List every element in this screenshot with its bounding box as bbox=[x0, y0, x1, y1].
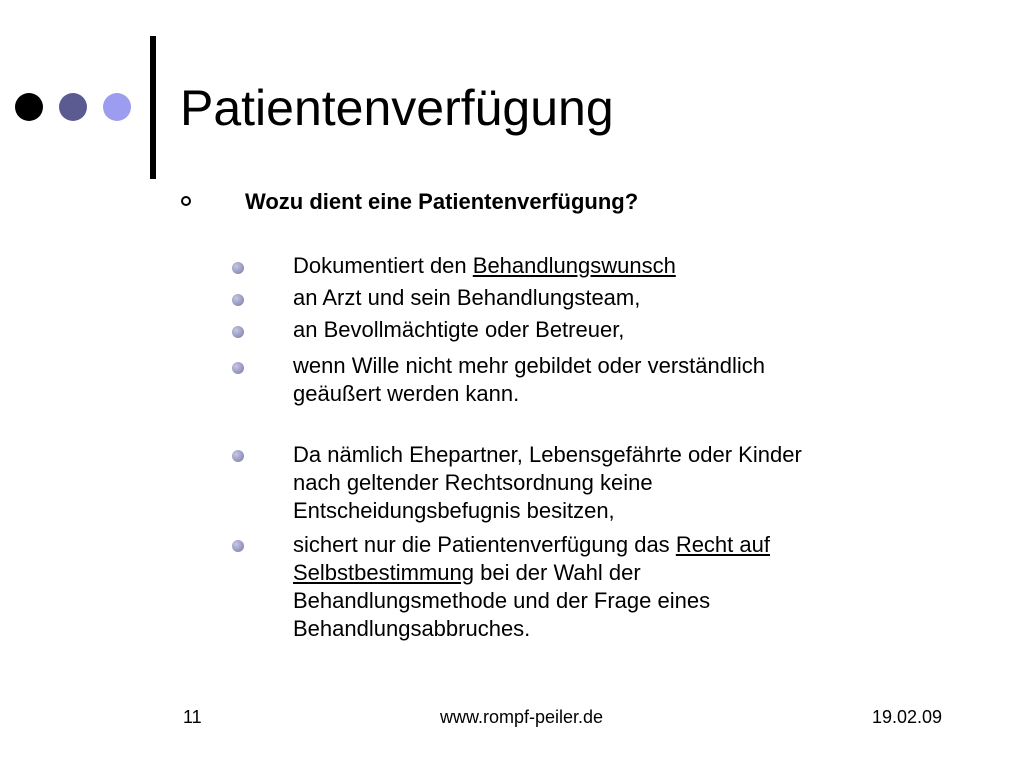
bullet-icon bbox=[232, 540, 244, 552]
bullet-line: nach geltender Rechtsordnung keine bbox=[293, 470, 653, 495]
bullet-line bbox=[293, 531, 770, 559]
bullet-line: geäußert werden kann. bbox=[293, 381, 520, 406]
bullet-item bbox=[293, 531, 770, 643]
bullet-line: Da nämlich Ehepartner, Lebensgefährte oder Kinder bbox=[293, 442, 802, 467]
bullet-icon bbox=[232, 294, 244, 306]
bullet-icon bbox=[232, 262, 244, 274]
bullet-line: Behandlungsabbruches. bbox=[293, 616, 531, 641]
bullet-icon bbox=[232, 362, 244, 374]
bullet-text: Dokumentiert den bbox=[293, 253, 473, 278]
bullet-underlined-text: Behandlungswunsch bbox=[472, 253, 676, 278]
title-divider-bar bbox=[150, 36, 156, 179]
bullet-item: an Arzt und sein Behandlungsteam, bbox=[293, 285, 641, 310]
slide-title: Patientenverfügung bbox=[180, 80, 614, 136]
bullet-text: bei der Wahl der bbox=[473, 560, 641, 585]
footer-website: www.rompf-peiler.de bbox=[440, 707, 604, 727]
bullet-line: Entscheidungsbefugnis besitzen, bbox=[293, 498, 615, 523]
decorative-dot-black bbox=[15, 93, 43, 121]
bullet-line: Behandlungsmethode und der Frage eines bbox=[293, 588, 711, 613]
decorative-dot-lavender bbox=[103, 93, 131, 121]
slide-question: Wozu dient eine Patientenverfügung? bbox=[245, 189, 639, 214]
bullet-item bbox=[293, 252, 676, 280]
bullet-icon bbox=[232, 326, 244, 338]
footer-page-number: 11 bbox=[183, 707, 202, 727]
bullet-line: wenn Wille nicht mehr gebildet oder verständlich bbox=[293, 353, 766, 378]
footer-date: 19.02.09 bbox=[872, 707, 943, 727]
decorative-dot-purple bbox=[59, 93, 87, 121]
bullet-item bbox=[293, 352, 765, 408]
bullet-item bbox=[293, 441, 802, 525]
bullet-underlined-text: Recht auf bbox=[675, 532, 770, 557]
bullet-icon bbox=[232, 450, 244, 462]
bullet-underlined-text: Selbstbestimmung bbox=[293, 560, 474, 585]
question-bullet-icon bbox=[181, 196, 191, 206]
bullet-text: sichert nur die Patientenverfügung das bbox=[293, 532, 676, 557]
bullet-line bbox=[293, 559, 770, 587]
bullet-item: an Bevollmächtigte oder Betreuer, bbox=[293, 317, 625, 342]
